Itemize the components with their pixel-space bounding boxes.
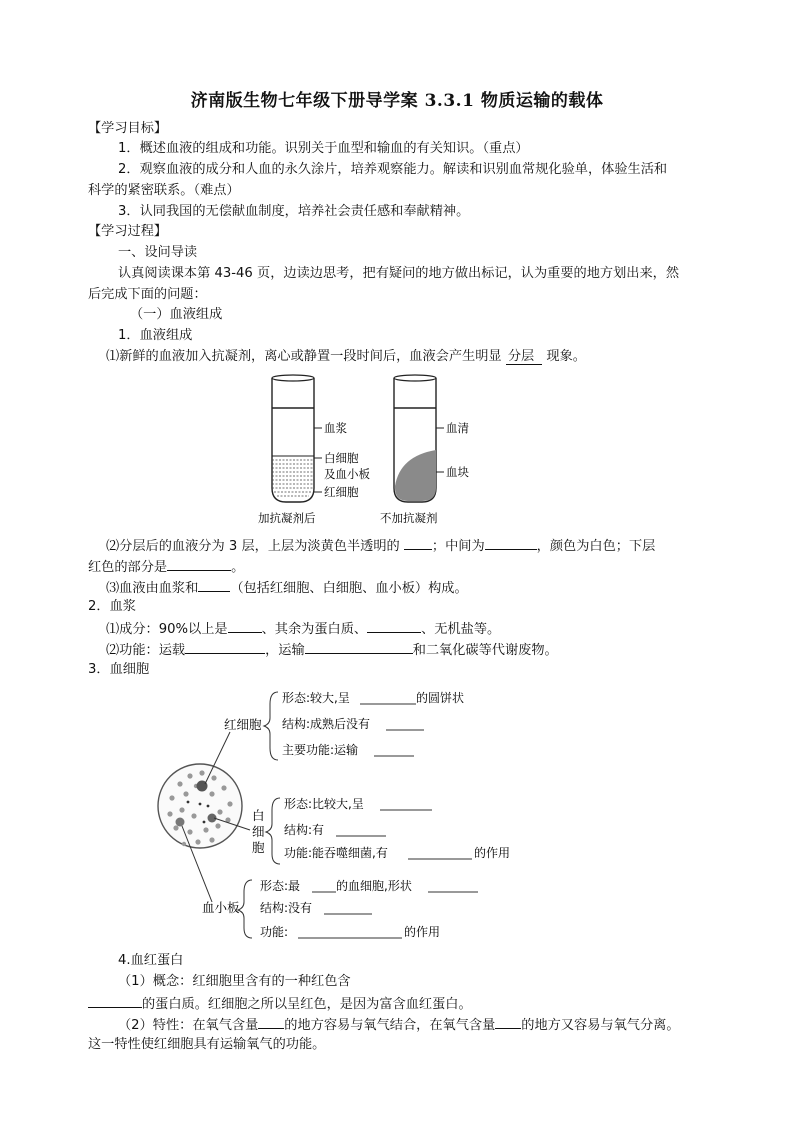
caption-anticoagulant: 加抗凝剂后 <box>258 511 316 525</box>
wbc-function: 功能:能吞噬细菌,有 <box>284 846 388 860</box>
guide-text-1: 认真阅读课本第 43-46 页，边读边思考，把有疑问的地方做出标记，认为重要的地方划出来，然 <box>118 266 680 281</box>
rbc-shape-end: 的圆饼状 <box>416 691 465 705</box>
question-3: ⑶血液由血浆和 （包括红细胞、白细胞、血小板）构成。 <box>106 578 468 598</box>
guide-text-2: 后完成下面的问题： <box>88 287 207 302</box>
rbc-function: 主要功能:运输 <box>282 743 359 757</box>
wbc-function-end: 的作用 <box>474 846 511 860</box>
label-platelet: 及血小板 <box>324 467 370 481</box>
item-plasma: 2．血浆 <box>88 599 136 614</box>
goal-3: 3．认同我国的无偿献血制度，培养社会责任感和奉献精神。 <box>118 204 470 219</box>
blank-oxygen-high[interactable] <box>258 1015 284 1029</box>
anticoagulant-tube <box>272 375 322 502</box>
blood-smear-circle <box>158 764 242 848</box>
wbc-name-2: 细 <box>252 824 265 839</box>
label-wbc: 白细胞 <box>324 451 359 465</box>
goal-2: 2．观察血液的成分和人血的永久涂片，培养观察能力。解读和识别血常规化验单，体验生活和 <box>118 162 668 177</box>
goal-1: 1．概述血液的组成和功能。识别关于血型和输血的有关知识。（重点） <box>118 141 529 156</box>
goals-heading: 【学习目标】 <box>88 121 168 136</box>
rbc-brace <box>264 692 278 760</box>
plasma-function: ⑵功能：运载 ，运输 和二氧化碳等代谢废物。 <box>106 640 558 660</box>
platelet-name: 血小板 <box>202 900 240 915</box>
question-2-cont: 红色的部分是 。 <box>88 557 244 577</box>
blank-upper-layer[interactable] <box>404 536 432 550</box>
label-plasma: 血浆 <box>324 421 347 435</box>
blank-lower-layer[interactable] <box>167 557 231 571</box>
label-serum: 血清 <box>446 421 469 435</box>
platelet-function-end: 的作用 <box>404 925 441 939</box>
blank-blood-cells[interactable] <box>198 578 230 592</box>
blank-iron[interactable] <box>88 994 142 1008</box>
platelet-function: 功能: <box>260 925 289 939</box>
blank-oxygen-low[interactable] <box>495 1015 521 1029</box>
blank-carry[interactable] <box>185 640 265 654</box>
plasma-components: ⑴成分：90%以上是 、其余为蛋白质、 、无机盐等。 <box>106 619 500 639</box>
goal-2-cont: 科学的紧密联系。（难点） <box>88 183 240 198</box>
no-anticoagulant-tube <box>394 375 444 502</box>
wbc-name-1: 白 <box>252 808 265 823</box>
test-tube-figure <box>250 368 480 530</box>
question-2: ⑵分层后的血液分为 3 层，上层为淡黄色半透明的 ；中间为 ，颜色为白色；下层 <box>106 536 655 556</box>
blank-middle-layer[interactable] <box>485 536 537 550</box>
guide-heading: 一、设问导读 <box>118 245 198 260</box>
blank-water[interactable] <box>228 619 262 633</box>
wbc-structure: 结构:有 <box>284 823 325 837</box>
platelet-brace <box>238 880 252 938</box>
hemoglobin-concept-cont: 的蛋白质。红细胞之所以呈红色，是因为富含血红蛋白。 <box>88 994 472 1014</box>
rbc-shape: 形态:较大,呈 <box>282 691 350 705</box>
rbc-structure: 结构:成熟后没有 <box>282 717 371 731</box>
question-1-text: ⑴新鲜的血液加入抗凝剂，离心或静置一段时间后，血液会产生明显 <box>106 349 502 364</box>
item-blood-cells: 3．血细胞 <box>88 662 150 677</box>
wbc-name-3: 胞 <box>252 840 265 855</box>
question-1-answer: 分层 <box>506 349 542 365</box>
caption-no-anticoagulant: 不加抗凝剂 <box>380 511 438 525</box>
process-heading: 【学习过程】 <box>88 224 168 239</box>
page-title: 济南版生物七年级下册导学案 3.3.1 物质运输的载体 <box>190 91 604 111</box>
label-rbc: 红细胞 <box>324 485 359 499</box>
wbc-brace <box>266 798 280 864</box>
blank-transport[interactable] <box>305 640 413 654</box>
hemoglobin-concept: （1）概念：红细胞里含有的一种红色含 <box>118 974 351 989</box>
item-blood-composition: 1．血液组成 <box>118 328 193 343</box>
question-1 <box>106 348 586 366</box>
section-blood-composition: （一）血液组成 <box>130 307 223 322</box>
hemoglobin-property-cont: 这一特性使红细胞具有运输氧气的功能。 <box>88 1037 326 1052</box>
platelet-structure: 结构:没有 <box>260 901 313 915</box>
blood-cell-figure <box>150 680 530 948</box>
wbc-shape: 形态:比较大,呈 <box>284 797 364 811</box>
platelet-shape: 形态:最 <box>260 879 301 893</box>
item-hemoglobin: 4.血红蛋白 <box>118 953 184 968</box>
blank-glucose[interactable] <box>367 619 421 633</box>
rbc-name: 红细胞 <box>224 717 262 732</box>
platelet-shape-mid: 的血细胞,形状 <box>336 879 412 893</box>
question-1-end: 现象。 <box>546 349 586 364</box>
label-clot: 血块 <box>446 465 469 479</box>
hemoglobin-property: （2）特性：在氧气含量 的地方容易与氧气结合，在氧气含量 的地方又容易与氧气分离。 <box>118 1015 680 1035</box>
